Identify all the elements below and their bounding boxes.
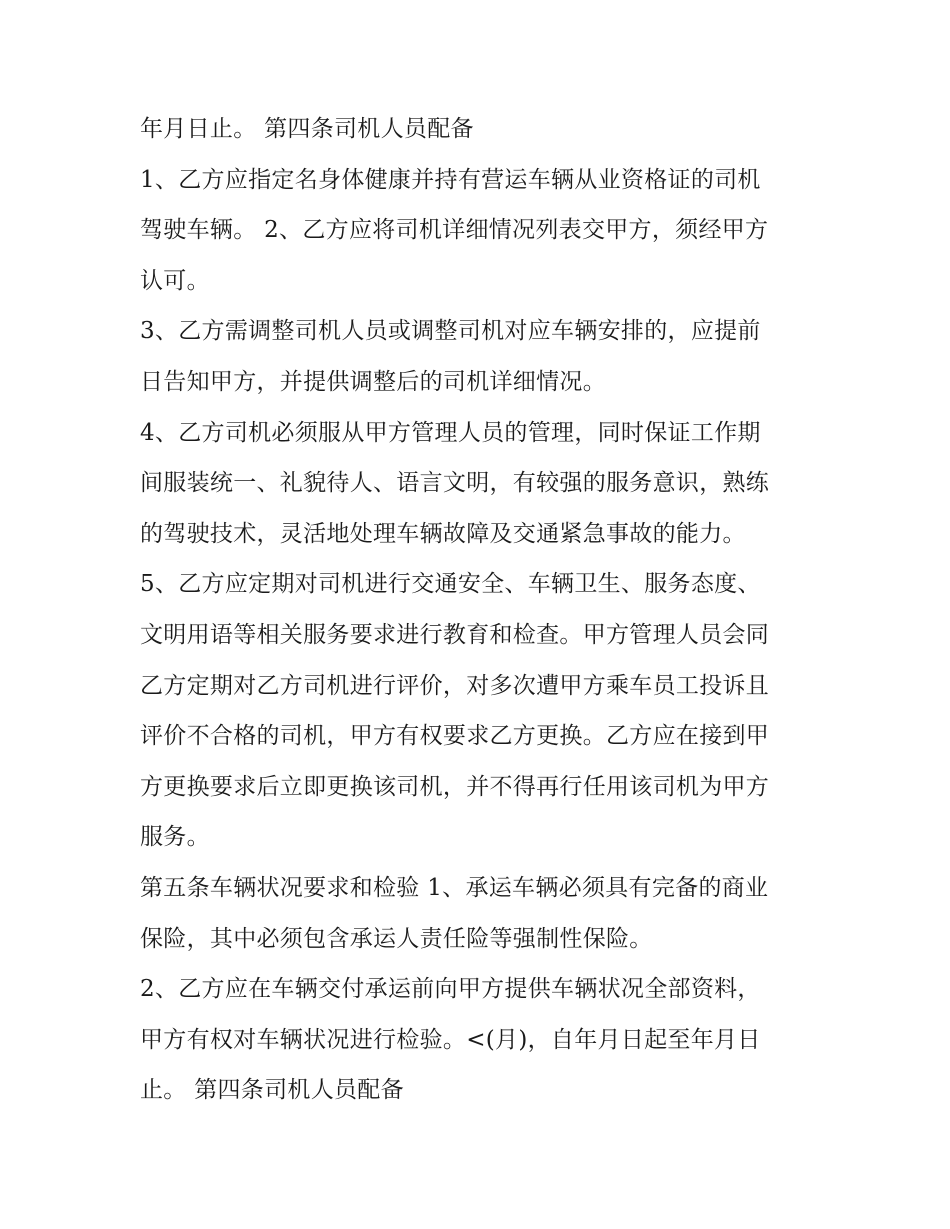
text-line [140,1065,820,1116]
text-line-17: 保险，其中必须包含承运人责任险等强制性保险。 [140,925,653,952]
text-line-9: 的驾驶技术，灵活地处理车辆故障及交通紧急事故的能力。 [140,520,746,547]
text-line-18: 2、乙方应在车辆交付承运前向甲方提供车辆状况全部资料， [140,976,761,1003]
text-line-10: 5、乙方应定期对司机进行交通安全、车辆卫生、服务态度、 [140,571,761,598]
text-line [140,205,820,256]
text-line-19: 甲方有权对车辆状况进行检验。<(月)，自年月日起至年月日 [140,1026,761,1053]
text-line [140,306,820,357]
text-line-5: 3、乙方需调整司机人员或调整司机对应车辆安排的，应提前 [140,318,761,345]
text-line [140,408,820,459]
text-line-7: 4、乙方司机必须服从甲方管理人员的管理，同时保证工作期 [140,419,761,446]
text-line-16: 第五条车辆状况要求和检验 1、承运车辆必须具有完备的商业 [140,874,769,901]
text-line-3: 驾驶车辆。 2、乙方应将司机详细情况列表交甲方，须经甲方 [140,217,769,244]
text-line [140,914,820,965]
text-line [140,104,820,155]
text-line [140,155,820,206]
text-line-8: 间服装统一、礼貌待人、语言文明，有较强的服务意识，熟练 [140,470,770,497]
text-line [140,964,820,1015]
text-line [140,1015,820,1066]
text-line [140,863,820,914]
text-line [140,711,820,762]
text-line-4: 认可。 [140,267,210,294]
text-line-11: 文明用语等相关服务要求进行教育和检查。甲方管理人员会同 [140,621,770,648]
text-line-12: 乙方定期对乙方司机进行评价，对多次遭甲方乘车员工投诉且 [140,672,770,699]
text-line [140,458,820,509]
text-line [140,357,820,408]
text-line [140,610,820,661]
text-line-2: 1、乙方应指定名身体健康并持有营运车辆从业资格证的司机 [140,166,761,193]
text-line [140,509,820,560]
text-line [140,762,820,813]
document-body [140,104,820,1116]
text-line-1: 年月日止。 第四条司机人员配备 [140,116,474,142]
text-line [140,812,820,863]
text-line-14: 方更换要求后立即更换该司机，并不得再行任用该司机为甲方 [140,773,770,800]
text-line [140,256,820,307]
text-line [140,661,820,712]
text-line-15: 服务。 [140,824,210,851]
text-line-13: 评价不合格的司机，甲方有权要求乙方更换。乙方应在接到甲 [140,723,770,750]
text-line-6: 日告知甲方，并提供调整后的司机详细情况。 [140,368,606,395]
text-line-20: 止。 第四条司机人员配备 [140,1077,404,1104]
text-line [140,559,820,610]
